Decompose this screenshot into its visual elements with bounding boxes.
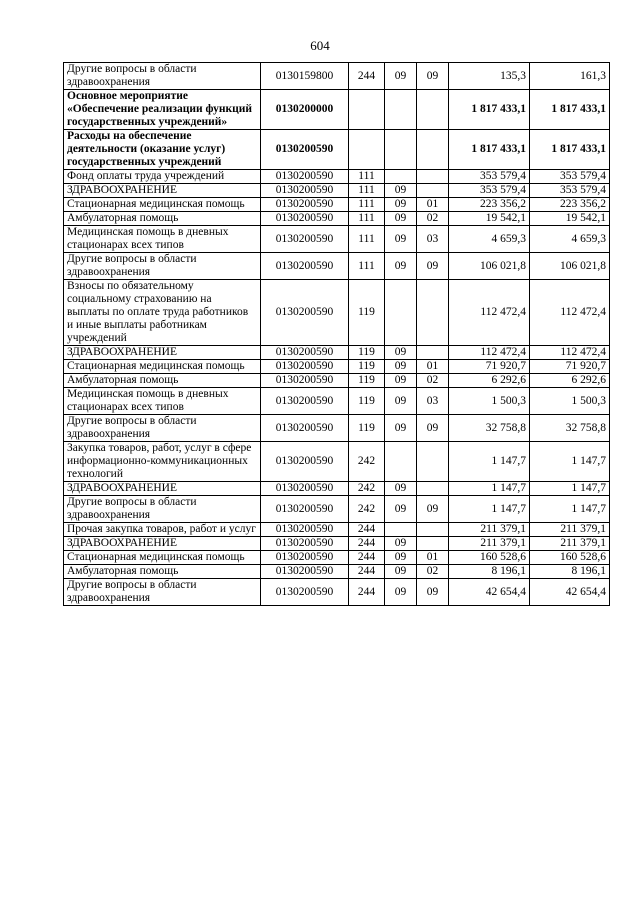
- cell-section: 09: [385, 63, 417, 90]
- cell-target-code: 0130200590: [261, 184, 349, 198]
- table-row: [64, 415, 610, 442]
- cell-amount-2: 1 147,7: [530, 442, 610, 482]
- cell-expense-type: 119: [349, 360, 385, 374]
- cell-target-code: 0130200590: [261, 130, 349, 170]
- table-row: [64, 130, 610, 170]
- table-row: [64, 253, 610, 280]
- cell-target-code: 0130200590: [261, 579, 349, 606]
- cell-name: Другие вопросы в области здравоохранения: [64, 63, 261, 90]
- cell-section: 09: [385, 212, 417, 226]
- cell-target-code: 0130200590: [261, 170, 349, 184]
- cell-name: Закупка товаров, работ, услуг в сфере информационно-коммуникационных технологий: [64, 442, 261, 482]
- cell-section: [385, 130, 417, 170]
- cell-name: Фонд оплаты труда учреждений: [64, 170, 261, 184]
- cell-subsection: 01: [417, 551, 449, 565]
- cell-subsection: 09: [417, 415, 449, 442]
- cell-amount-2: 71 920,7: [530, 360, 610, 374]
- cell-target-code: 0130200000: [261, 90, 349, 130]
- cell-subsection: [417, 90, 449, 130]
- table-row: [64, 90, 610, 130]
- cell-expense-type: 111: [349, 184, 385, 198]
- cell-section: [385, 280, 417, 346]
- cell-subsection: 03: [417, 226, 449, 253]
- cell-name: Другие вопросы в области здравоохранения: [64, 253, 261, 280]
- cell-section: [385, 523, 417, 537]
- cell-subsection: 09: [417, 496, 449, 523]
- cell-expense-type: 111: [349, 170, 385, 184]
- table-row: [64, 579, 610, 606]
- cell-expense-type: 111: [349, 226, 385, 253]
- table-row: [64, 388, 610, 415]
- cell-amount-1: 106 021,8: [449, 253, 530, 280]
- cell-amount-2: 19 542,1: [530, 212, 610, 226]
- cell-amount-2: 106 021,8: [530, 253, 610, 280]
- cell-section: 09: [385, 374, 417, 388]
- cell-name: Амбулаторная помощь: [64, 565, 261, 579]
- cell-amount-1: 32 758,8: [449, 415, 530, 442]
- table-row: [64, 565, 610, 579]
- cell-amount-2: 1 817 433,1: [530, 130, 610, 170]
- table-row: [64, 184, 610, 198]
- cell-amount-1: 6 292,6: [449, 374, 530, 388]
- cell-amount-1: 42 654,4: [449, 579, 530, 606]
- cell-subsection: 01: [417, 198, 449, 212]
- cell-target-code: 0130200590: [261, 346, 349, 360]
- cell-expense-type: 119: [349, 374, 385, 388]
- cell-target-code: 0130200590: [261, 496, 349, 523]
- cell-name: Амбулаторная помощь: [64, 212, 261, 226]
- cell-amount-2: 42 654,4: [530, 579, 610, 606]
- cell-target-code: 0130200590: [261, 212, 349, 226]
- cell-subsection: [417, 346, 449, 360]
- cell-expense-type: 244: [349, 565, 385, 579]
- cell-subsection: [417, 482, 449, 496]
- cell-name: Расходы на обеспечение деятельности (оказание услуг) государственных учреждений: [64, 130, 261, 170]
- cell-target-code: 0130200590: [261, 388, 349, 415]
- cell-expense-type: 119: [349, 388, 385, 415]
- cell-expense-type: [349, 90, 385, 130]
- table-row: [64, 537, 610, 551]
- cell-target-code: 0130200590: [261, 537, 349, 551]
- cell-target-code: 0130200590: [261, 226, 349, 253]
- cell-section: 09: [385, 388, 417, 415]
- cell-amount-1: 1 817 433,1: [449, 130, 530, 170]
- cell-amount-2: 112 472,4: [530, 280, 610, 346]
- cell-amount-1: 1 147,7: [449, 496, 530, 523]
- cell-section: 09: [385, 346, 417, 360]
- cell-subsection: 02: [417, 565, 449, 579]
- cell-section: 09: [385, 253, 417, 280]
- cell-amount-1: 211 379,1: [449, 523, 530, 537]
- table-row: [64, 374, 610, 388]
- cell-target-code: 0130200590: [261, 415, 349, 442]
- cell-subsection: 09: [417, 253, 449, 280]
- cell-expense-type: 242: [349, 482, 385, 496]
- table-row: [64, 212, 610, 226]
- cell-section: 09: [385, 198, 417, 212]
- cell-subsection: [417, 523, 449, 537]
- cell-amount-1: 1 147,7: [449, 442, 530, 482]
- cell-amount-1: 8 196,1: [449, 565, 530, 579]
- table-row: [64, 442, 610, 482]
- cell-section: 09: [385, 360, 417, 374]
- cell-expense-type: 244: [349, 551, 385, 565]
- cell-name: ЗДРАВООХРАНЕНИЕ: [64, 346, 261, 360]
- cell-amount-2: 161,3: [530, 63, 610, 90]
- cell-expense-type: [349, 130, 385, 170]
- cell-name: Стационарная медицинская помощь: [64, 198, 261, 212]
- table-row: [64, 482, 610, 496]
- cell-expense-type: 244: [349, 579, 385, 606]
- table-row: [64, 346, 610, 360]
- cell-amount-1: 353 579,4: [449, 184, 530, 198]
- cell-name: Медицинская помощь в дневных стационарах всех типов: [64, 226, 261, 253]
- cell-amount-2: 1 147,7: [530, 482, 610, 496]
- cell-expense-type: 111: [349, 253, 385, 280]
- cell-section: 09: [385, 482, 417, 496]
- table-row: [64, 170, 610, 184]
- cell-section: 09: [385, 226, 417, 253]
- cell-expense-type: 242: [349, 442, 385, 482]
- cell-amount-2: 160 528,6: [530, 551, 610, 565]
- cell-name: ЗДРАВООХРАНЕНИЕ: [64, 482, 261, 496]
- cell-name: Взносы по обязательному социальному страхованию на выплаты по оплате труда работников и иные выплаты работникам учреждений: [64, 280, 261, 346]
- cell-name: Другие вопросы в области здравоохранения: [64, 496, 261, 523]
- cell-target-code: 0130200590: [261, 374, 349, 388]
- cell-subsection: [417, 130, 449, 170]
- cell-expense-type: 244: [349, 63, 385, 90]
- cell-section: 09: [385, 184, 417, 198]
- cell-amount-2: 211 379,1: [530, 523, 610, 537]
- cell-subsection: [417, 280, 449, 346]
- cell-name: Стационарная медицинская помощь: [64, 360, 261, 374]
- cell-expense-type: 244: [349, 523, 385, 537]
- cell-name: Другие вопросы в области здравоохранения: [64, 579, 261, 606]
- cell-subsection: 02: [417, 374, 449, 388]
- cell-amount-2: 211 379,1: [530, 537, 610, 551]
- cell-expense-type: 111: [349, 212, 385, 226]
- cell-target-code: 0130200590: [261, 360, 349, 374]
- cell-name: Стационарная медицинская помощь: [64, 551, 261, 565]
- cell-amount-1: 223 356,2: [449, 198, 530, 212]
- cell-section: [385, 90, 417, 130]
- table-row: [64, 198, 610, 212]
- cell-subsection: 09: [417, 63, 449, 90]
- cell-subsection: [417, 170, 449, 184]
- cell-amount-2: 32 758,8: [530, 415, 610, 442]
- cell-name: Другие вопросы в области здравоохранения: [64, 415, 261, 442]
- cell-section: [385, 442, 417, 482]
- cell-target-code: 0130200590: [261, 482, 349, 496]
- table-row: [64, 496, 610, 523]
- cell-target-code: 0130200590: [261, 565, 349, 579]
- cell-amount-1: 135,3: [449, 63, 530, 90]
- cell-target-code: 0130200590: [261, 253, 349, 280]
- cell-expense-type: 244: [349, 537, 385, 551]
- cell-amount-2: 1 500,3: [530, 388, 610, 415]
- cell-subsection: 01: [417, 360, 449, 374]
- budget-table: [63, 62, 610, 606]
- cell-name: ЗДРАВООХРАНЕНИЕ: [64, 537, 261, 551]
- cell-expense-type: 242: [349, 496, 385, 523]
- cell-target-code: 0130200590: [261, 551, 349, 565]
- cell-target-code: 0130200590: [261, 198, 349, 212]
- cell-amount-2: 4 659,3: [530, 226, 610, 253]
- cell-amount-1: 112 472,4: [449, 280, 530, 346]
- cell-name: ЗДРАВООХРАНЕНИЕ: [64, 184, 261, 198]
- cell-amount-1: 353 579,4: [449, 170, 530, 184]
- cell-amount-1: 1 147,7: [449, 482, 530, 496]
- cell-section: 09: [385, 551, 417, 565]
- cell-target-code: 0130200590: [261, 523, 349, 537]
- cell-subsection: 03: [417, 388, 449, 415]
- cell-name: Медицинская помощь в дневных стационарах всех типов: [64, 388, 261, 415]
- budget-table-body: [64, 63, 610, 606]
- cell-subsection: [417, 184, 449, 198]
- cell-amount-1: 211 379,1: [449, 537, 530, 551]
- cell-target-code: 0130200590: [261, 280, 349, 346]
- cell-section: 09: [385, 496, 417, 523]
- table-row: [64, 226, 610, 253]
- cell-subsection: [417, 442, 449, 482]
- cell-amount-2: 353 579,4: [530, 170, 610, 184]
- cell-amount-1: 1 817 433,1: [449, 90, 530, 130]
- cell-amount-1: 19 542,1: [449, 212, 530, 226]
- cell-expense-type: 119: [349, 346, 385, 360]
- cell-expense-type: 111: [349, 198, 385, 212]
- cell-target-code: 0130159800: [261, 63, 349, 90]
- cell-section: 09: [385, 415, 417, 442]
- cell-name: Прочая закупка товаров, работ и услуг: [64, 523, 261, 537]
- cell-target-code: 0130200590: [261, 442, 349, 482]
- cell-amount-2: 353 579,4: [530, 184, 610, 198]
- cell-amount-1: 112 472,4: [449, 346, 530, 360]
- page-number: 604: [310, 38, 330, 53]
- table-row: [64, 280, 610, 346]
- cell-amount-2: 112 472,4: [530, 346, 610, 360]
- cell-amount-1: 71 920,7: [449, 360, 530, 374]
- cell-subsection: [417, 537, 449, 551]
- cell-amount-2: 223 356,2: [530, 198, 610, 212]
- cell-amount-2: 8 196,1: [530, 565, 610, 579]
- cell-section: 09: [385, 579, 417, 606]
- table-row: [64, 63, 610, 90]
- cell-name: Основное мероприятие «Обеспечение реализации функций государственных учреждений»: [64, 90, 261, 130]
- cell-expense-type: 119: [349, 415, 385, 442]
- cell-section: [385, 170, 417, 184]
- table-row: [64, 360, 610, 374]
- cell-section: 09: [385, 537, 417, 551]
- cell-subsection: 02: [417, 212, 449, 226]
- cell-expense-type: 119: [349, 280, 385, 346]
- table-row: [64, 551, 610, 565]
- cell-name: Амбулаторная помощь: [64, 374, 261, 388]
- cell-amount-2: 6 292,6: [530, 374, 610, 388]
- cell-section: 09: [385, 565, 417, 579]
- cell-amount-1: 1 500,3: [449, 388, 530, 415]
- cell-amount-1: 4 659,3: [449, 226, 530, 253]
- cell-amount-2: 1 147,7: [530, 496, 610, 523]
- cell-amount-2: 1 817 433,1: [530, 90, 610, 130]
- table-row: [64, 523, 610, 537]
- cell-amount-1: 160 528,6: [449, 551, 530, 565]
- cell-subsection: 09: [417, 579, 449, 606]
